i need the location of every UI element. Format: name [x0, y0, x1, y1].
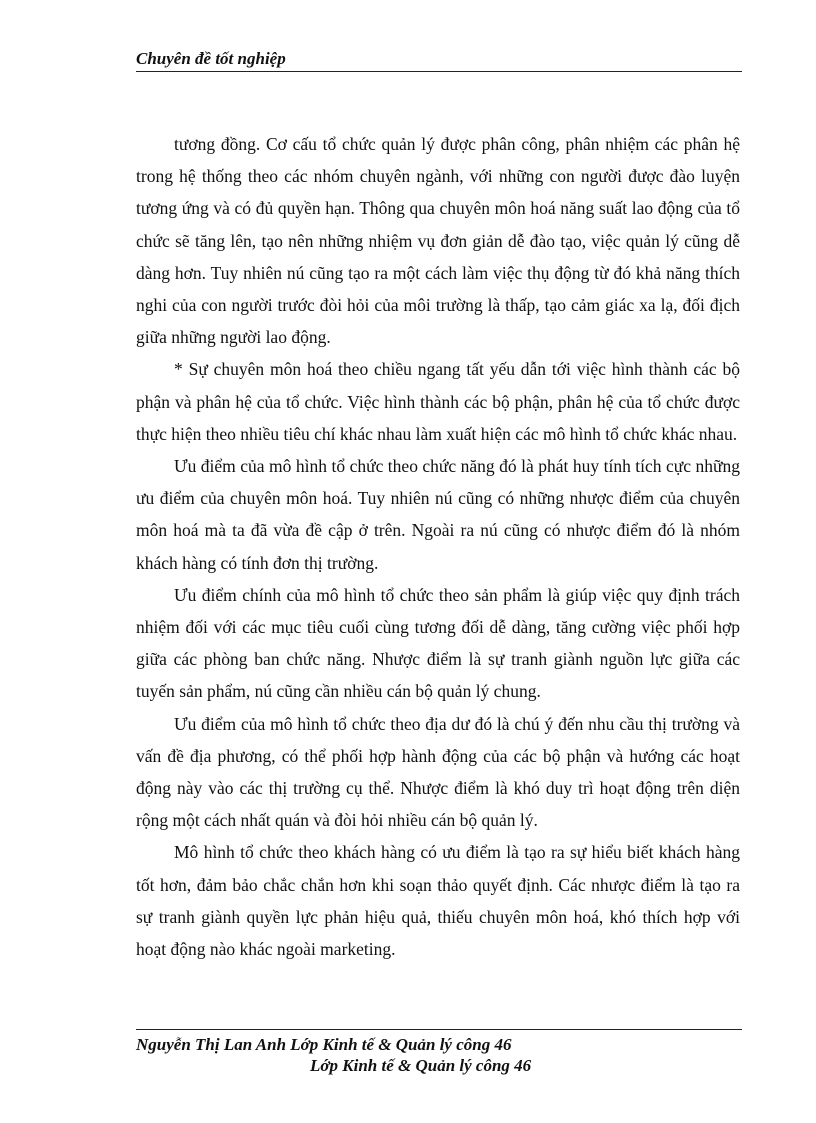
- paragraph-3: Ưu điểm của mô hình tổ chức theo chức năng đó là phát huy tính tích cực những ưu điểm của chuyên môn hoá. Tuy nhiên nú cũng có những nhược điểm của chuyên môn hoá mà ta đã vừa đề cập ở trên. Ngoài ra nú cũng có nhược điểm đó là nhóm khách hàng có tính đơn thị trường.: [136, 456, 740, 573]
- footer-divider: [136, 1029, 742, 1030]
- paragraph-5: Ưu điểm của mô hình tổ chức theo địa dư đó là chú ý đến nhu cầu thị trường và vấn đề địa phương, có thể phối hợp hành động của các bộ phận và hướng các hoạt động này vào các thị trường cụ thể. Nhược điểm là khó duy trì hoạt động trên diện rộng một cách nhất quán và đòi hỏi nhiều cán bộ quản lý.: [136, 713, 740, 831]
- footer-author-line: Nguyễn Thị Lan Anh Lớp Kinh tế & Quản lý công 46: [136, 1035, 512, 1054]
- page-header-title: Chuyên đề tốt nghiệp: [136, 49, 286, 68]
- paragraph-6: Mô hình tổ chức theo khách hàng có ưu điểm là tạo ra sự hiểu biết khách hàng tốt hơn, đảm bảo chắc chắn hơn khi soạn thảo quyết định. Các nhược điểm là tạo ra sự tranh giành quyền lực phản hiệu quả, thiếu chuyên môn hoá, khó thích hợp với hoạt động nào khác ngoài marketing.: [136, 842, 740, 960]
- footer-class-line: Lớp Kinh tế & Quản lý công 46: [310, 1056, 532, 1075]
- paragraph-2: * Sự chuyên môn hoá theo chiều ngang tất yếu dẫn tới việc hình thành các bộ phận và phân hệ của tổ chức. Việc hình thành các bộ phận, phân hệ của tổ chức được thực hiện theo nhiều tiêu chí khác nhau làm xuất hiện các mô hình tổ chức khác nhau.: [136, 359, 740, 444]
- header-divider: [136, 71, 742, 72]
- paragraph-4: Ưu điểm chính của mô hình tổ chức theo sản phẩm là giúp việc quy định trách nhiệm đối với các mục tiêu cuối cùng tương đối dễ dàng, tăng cường việc phối hợp giữa các phòng ban chức năng. Nhược điểm là sự tranh giành nguồn lực giữa các tuyến sản phẩm, nú cũng cần nhiều cán bộ quản lý chung.: [136, 584, 740, 702]
- document-body: [136, 128, 740, 965]
- paragraph-1: tương đồng. Cơ cấu tổ chức quản lý được phân công, phân nhiệm các phân hệ trong hệ thống theo các nhóm chuyên ngành, với những con người được đào luyện tương ứng và có đủ quyền hạn. Thông qua chuyên môn hoá năng suất lao động của tổ chức sẽ tăng lên, tạo nên những nhiệm vụ đơn giản dễ đào tạo, việc quản lý cũng dễ dàng hơn. Tuy nhiên nú cũng tạo ra một cách làm việc thụ động từ đó khả năng thích nghi của con người trước đòi hỏi của môi trường là thấp, tạo cảm giác xa lạ, đối địch giữa những người lao động.: [136, 134, 740, 348]
